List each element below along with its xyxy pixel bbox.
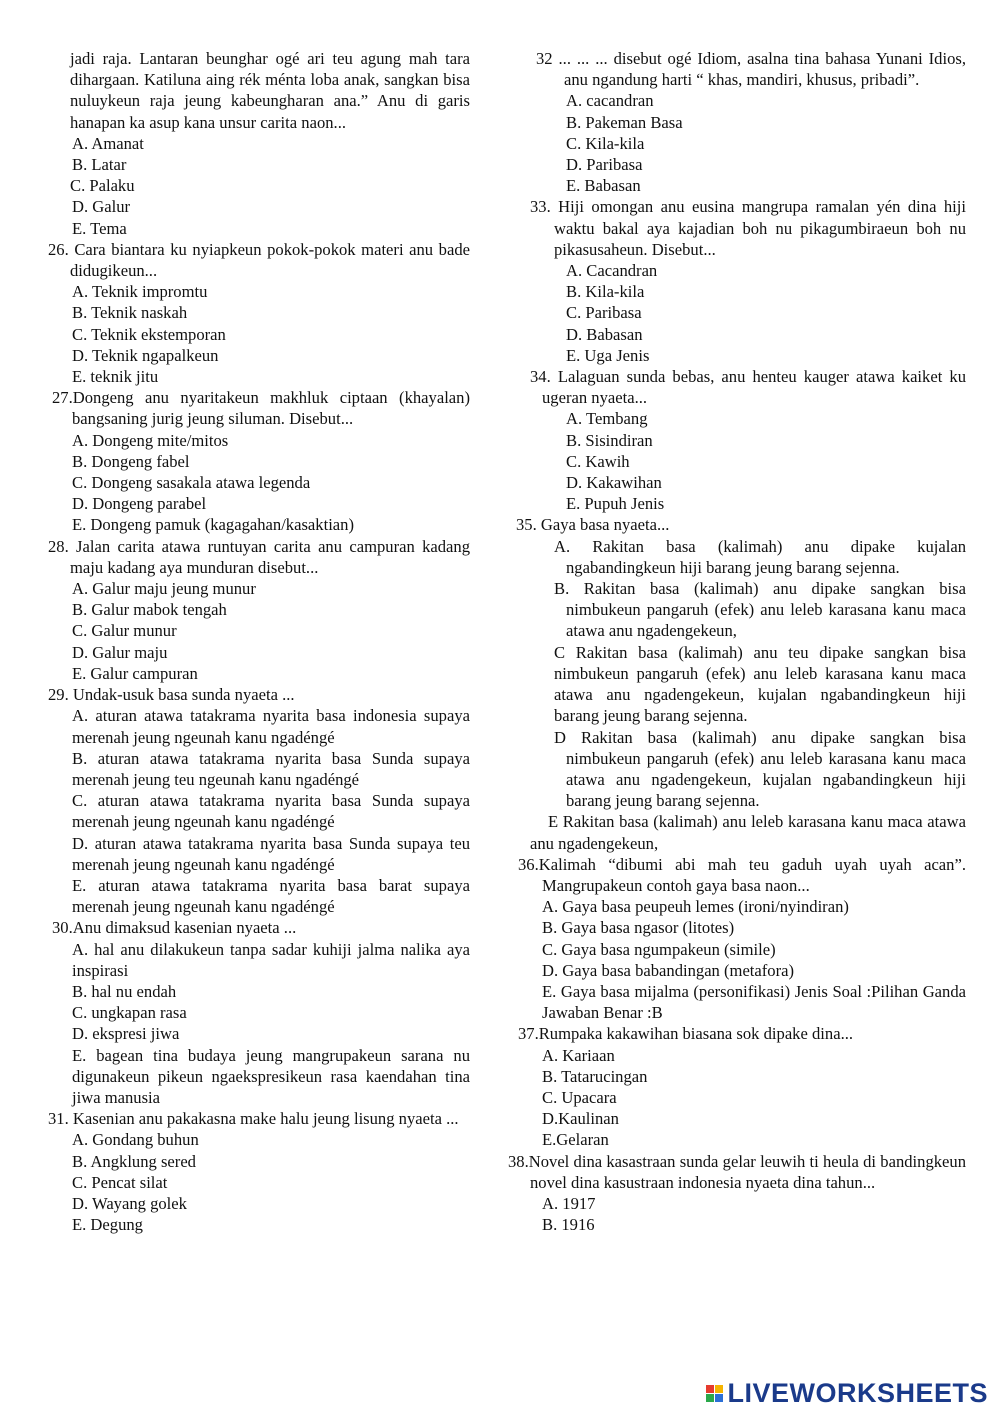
question-stem: 33. Hiji omongan anu eusina mangrupa ramalan yén dina hiji waktu bakal aya kajadian boh nu pikagumbiraeun boh nu pikasusaheun. Disebut... <box>530 197 966 259</box>
option-c[interactable]: C. Dongeng sasakala atawa legenda <box>72 473 311 493</box>
option-e[interactable]: E. Degung <box>72 1215 143 1235</box>
option-a[interactable]: A. hal anu dilakukeun tanpa sadar kuhiji jalma nalika aya inspirasi <box>72 939 470 980</box>
option-d[interactable]: D. Babasan <box>566 324 643 344</box>
question-stem: 36.Kalimah “dibumi abi mah teu gaduh uyah uyah acan”. Mangrupakeun contoh gaya basa naon... <box>518 854 966 895</box>
option-e[interactable]: E Rakitan basa (kalimah) anu leleb karasana kanu maca atawa anu ngadengekeun, <box>530 812 966 853</box>
option-a[interactable]: A. cacandran <box>566 91 654 111</box>
option-d[interactable]: D. Teknik ngapalkeun <box>72 345 219 365</box>
question-stem: 27.Dongeng anu nyaritakeun makhluk ciptaan (khayalan) bangsaning jurig jeung siluman. Disebut... <box>52 388 470 429</box>
option-d[interactable]: D. Galur <box>72 197 131 217</box>
question-31 <box>48 1108 470 1235</box>
liveworksheets-logo-icon <box>706 1385 723 1402</box>
option-e[interactable]: E. Galur campuran <box>72 663 198 683</box>
question-27 <box>48 387 470 535</box>
question-stem: 28. Jalan carita atawa runtuyan carita anu campuran kadang maju kadang aya munduran disebut... <box>48 536 470 577</box>
option-a[interactable]: A. 1917 <box>542 1193 596 1213</box>
option-d[interactable]: D Rakitan basa (kalimah) anu dipake sangkan bisa nimbukeun pangaruh (efek) anu leleb karasana kanu maca atawa anu ngadengekeun, kujalan ngabandingkeun hiji barang jeung barang sejenna. <box>554 727 966 811</box>
question-stem: 34. Lalaguan sunda bebas, anu henteu kauger atawa kaiket ku ugeran nyaeta... <box>530 367 966 408</box>
option-a[interactable]: A. Tembang <box>566 409 648 429</box>
option-a[interactable]: A. aturan atawa tatakrama nyarita basa indonesia supaya merenah jeung ngeunah kanu ngadéngé <box>72 706 470 747</box>
option-c[interactable]: C. aturan atawa tatakrama nyarita basa Sunda supaya merenah jeung ngeunah kanu ngadéngé <box>72 791 470 832</box>
option-a[interactable]: A. Cacandran <box>566 261 658 281</box>
option-e[interactable]: E. Gaya basa mijalma (personifikasi) Jenis Soal :Pilihan Ganda Jawaban Benar :B <box>542 981 966 1023</box>
question-28 <box>48 536 470 684</box>
left-column <box>48 48 470 1235</box>
option-c[interactable]: C. ungkapan rasa <box>72 1003 187 1023</box>
option-b[interactable]: B. Pakeman Basa <box>566 112 683 132</box>
option-a[interactable]: A. Galur maju jeung munur <box>72 579 256 599</box>
question-34 <box>508 366 966 514</box>
option-b[interactable]: B. Gaya basa ngasor (litotes) <box>542 918 735 938</box>
question-29 <box>48 684 470 917</box>
option-a[interactable]: A. Gondang buhun <box>72 1130 199 1150</box>
option-b[interactable]: B. hal nu endah <box>72 981 177 1001</box>
option-d[interactable]: D.Kaulinan <box>542 1109 619 1129</box>
option-b[interactable]: B. Tatarucingan <box>542 1066 648 1086</box>
option-e[interactable]: E. Uga Jenis <box>566 345 650 365</box>
option-d[interactable]: D. aturan atawa tatakrama nyarita basa Sunda supaya teu merenah jeung ngeunah kanu ngadéngé <box>72 833 470 874</box>
question-stem: 32 ... ... ... disebut ogé Idiom, asalna tina bahasa Yunani Idios, anu ngandung harti “ khas, mandiri, khusus, pribadi”. <box>536 49 966 90</box>
option-a[interactable]: A. Teknik impromtu <box>72 282 208 302</box>
option-e[interactable]: E. aturan atawa tatakrama nyarita basa barat supaya merenah jeung ngeunah kanu ngadéngé <box>72 875 470 917</box>
option-b[interactable]: B. Sisindiran <box>566 430 653 450</box>
option-d[interactable]: D. Galur maju <box>72 642 168 662</box>
option-c[interactable]: C. Gaya basa ngumpakeun (simile) <box>542 939 776 959</box>
option-c[interactable]: C. Upacara <box>542 1087 617 1107</box>
option-e[interactable]: E. Dongeng pamuk (kagagahan/kasaktian) <box>72 515 354 535</box>
option-b[interactable]: B. Teknik naskah <box>72 303 188 323</box>
question-25-continuation <box>48 48 470 239</box>
option-d[interactable]: D. ekspresi jiwa <box>72 1024 180 1044</box>
option-d[interactable]: D. Kakawihan <box>566 473 662 493</box>
question-26 <box>48 239 470 387</box>
option-c[interactable]: C. Teknik ekstemporan <box>72 324 226 344</box>
question-33 <box>508 196 966 366</box>
option-b[interactable]: B. Latar <box>72 155 127 175</box>
liveworksheets-logo <box>706 1377 988 1408</box>
option-a[interactable]: A. Kariaan <box>542 1045 615 1065</box>
option-c[interactable]: C. Galur munur <box>72 621 177 641</box>
question-30 <box>48 917 470 1108</box>
question-stem: 35. Gaya basa nyaeta... <box>516 515 670 535</box>
option-e[interactable]: E. bagean tina budaya jeung mangrupakeun sarana nu digunakeun pikeun ngaekspresikeun rasa kaendahan tina jiwa manusia <box>72 1045 470 1107</box>
option-a[interactable]: A. Amanat <box>72 133 144 153</box>
question-stem: 38.Novel dina kasastraan sunda gelar leuwih ti heula di bandingkeun novel dina kasustraan indonesia nyaeta dina tahun... <box>508 1151 966 1192</box>
question-stem: 29. Undak-usuk basa sunda nyaeta ... <box>48 685 295 705</box>
option-c[interactable]: C. Palaku <box>70 176 135 196</box>
option-d[interactable]: D. Gaya basa babandingan (metafora) <box>542 960 795 980</box>
option-b[interactable]: B. Dongeng fabel <box>72 451 190 471</box>
option-b[interactable]: B. Angklung sered <box>72 1151 196 1171</box>
option-e[interactable]: E. Tema <box>72 218 127 238</box>
question-36 <box>508 854 966 1024</box>
option-e[interactable]: E.Gelaran <box>542 1130 609 1150</box>
option-b[interactable]: B. Galur mabok tengah <box>72 600 227 620</box>
option-e[interactable]: E. teknik jitu <box>72 367 159 387</box>
option-c[interactable]: C. Kawih <box>566 451 630 471</box>
question-38 <box>508 1151 966 1236</box>
question-stem: 30.Anu dimaksud kasenian nyaeta ... <box>52 918 297 938</box>
option-e[interactable]: E. Pupuh Jenis <box>566 494 665 514</box>
logo-text: LIVEWORKSHEETS <box>727 1377 988 1408</box>
option-b[interactable]: B. Rakitan basa (kalimah) anu dipake sangkan bisa nimbukeun pangaruh (efek) anu leleb karasana kanu maca atawa anu ngadengekeun, <box>554 579 966 641</box>
option-e[interactable]: E. Babasan <box>566 176 641 196</box>
option-a[interactable]: A. Gaya basa peupeuh lemes (ironi/nyindiran) <box>542 897 849 917</box>
question-stem: 26. Cara biantara ku nyiapkeun pokok-pokok materi anu bade didugikeun... <box>48 239 470 281</box>
question-stem: 37.Rumpaka kakawihan biasana sok dipake dina... <box>518 1024 854 1044</box>
question-stem: 31. Kasenian anu pakakasna make halu jeung lisung nyaeta ... <box>48 1109 459 1129</box>
question-35 <box>508 514 966 853</box>
option-c[interactable]: C Rakitan basa (kalimah) anu teu dipake sangkan bisa nimbukeun pangaruh (efek) anu leleb karasana kanu maca atawa anu ngadengekeun, kujalan ngabandingkeun hiji barang jeung barang sejenna. <box>554 642 966 726</box>
option-a[interactable]: A. Rakitan basa (kalimah) anu dipake kujalan ngabandingkeun hiji barang jeung barang sejenna. <box>554 536 966 577</box>
option-d[interactable]: D. Wayang golek <box>72 1193 187 1213</box>
option-c[interactable]: C. Paribasa <box>566 303 642 323</box>
right-column <box>508 48 966 1235</box>
option-c[interactable]: C. Pencat silat <box>72 1172 168 1192</box>
option-b[interactable]: B. Kila-kila <box>566 282 645 302</box>
option-d[interactable]: D. Dongeng parabel <box>72 494 207 514</box>
question-32 <box>508 48 966 196</box>
option-d[interactable]: D. Paribasa <box>566 155 643 175</box>
option-b[interactable]: B. 1916 <box>542 1215 595 1235</box>
option-a[interactable]: A. Dongeng mite/mitos <box>72 430 229 450</box>
question-37 <box>508 1023 966 1150</box>
option-c[interactable]: C. Kila-kila <box>566 133 645 153</box>
option-b[interactable]: B. aturan atawa tatakrama nyarita basa Sunda supaya merenah jeung teu ngeunah kanu ngadéngé <box>72 748 470 789</box>
question-stem: jadi raja. Lantaran beunghar ogé ari teu agung mah tara dihargaan. Katiluna aing rék ménta loba anak, sangkan bisa nuluykeun raja jeung kabeungharan ana.” Anu di garis hanapan ka asup kana unsur carita naon... <box>70 49 470 132</box>
